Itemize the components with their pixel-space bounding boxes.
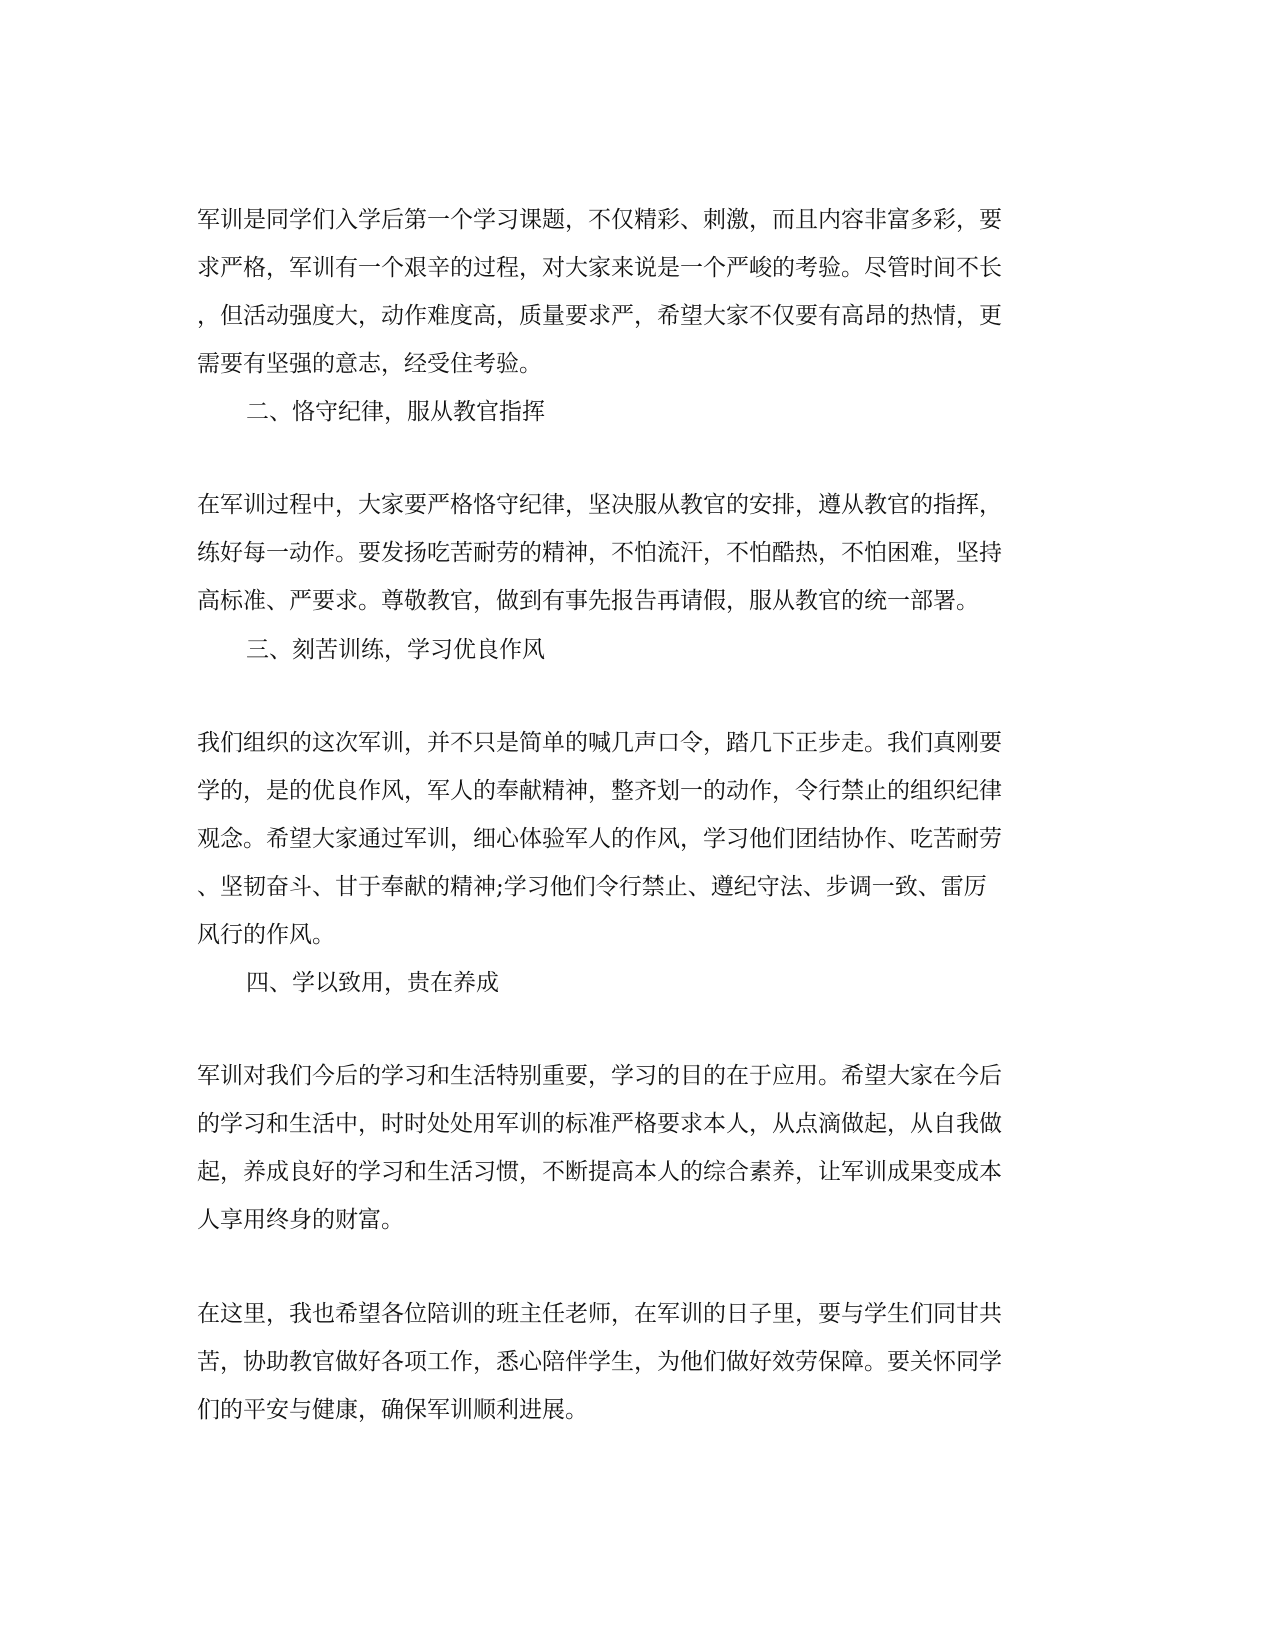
paragraph-3-line-3: 观念。希望大家通过军训，细心体验军人的作风，学习他们团结协作、吃苦耐劳: [197, 826, 1002, 852]
paragraph-1-line-3: ，但活动强度大，动作难度高，质量要求严，希望大家不仅要有高昂的热情，更: [197, 303, 1002, 329]
paragraph-5-line-1: 在这里，我也希望各位陪训的班主任老师，在军训的日子里，要与学生们同甘共: [197, 1301, 1002, 1327]
paragraph-1-line-4: 需要有坚强的意志，经受住考验。: [197, 351, 542, 377]
section-heading-3: 三、刻苦训练，学习优良作风: [246, 637, 545, 663]
paragraph-3-line-1: 我们组织的这次军训，并不只是简单的喊几声口令，踏几下正步走。我们真刚要: [197, 730, 1002, 756]
paragraph-5-line-3: 们的平安与健康，确保军训顺利进展。: [197, 1397, 588, 1423]
paragraph-2-line-3: 高标准、严要求。尊敬教官，做到有事先报告再请假，服从教官的统一部署。: [197, 588, 979, 614]
paragraph-3-line-5: 风行的作风。: [197, 922, 335, 948]
paragraph-2-line-1: 在军训过程中，大家要严格恪守纪律，坚决服从教官的安排，遵从教官的指挥，: [197, 492, 1002, 518]
paragraph-2-line-2: 练好每一动作。要发扬吃苦耐劳的精神，不怕流汗，不怕酷热，不怕困难，坚持: [197, 540, 1002, 566]
section-heading-2: 二、恪守纪律，服从教官指挥: [246, 399, 545, 425]
paragraph-5-line-2: 苦，协助教官做好各项工作，悉心陪伴学生，为他们做好效劳保障。要关怀同学: [197, 1349, 1002, 1375]
paragraph-3-line-2: 学的，是的优良作风，军人的奉献精神，整齐划一的动作，令行禁止的组织纪律: [197, 778, 1002, 804]
paragraph-4-line-3: 起，养成良好的学习和生活习惯，不断提高本人的综合素养，让军训成果变成本: [197, 1159, 1002, 1185]
paragraph-4-line-4: 人享用终身的财富。: [197, 1207, 404, 1233]
section-heading-4: 四、学以致用，贵在养成: [246, 970, 499, 996]
paragraph-3-line-4: 、坚韧奋斗、甘于奉献的精神;学习他们令行禁止、遵纪守法、步调一致、雷厉: [197, 874, 987, 900]
paragraph-4-line-1: 军训对我们今后的学习和生活特别重要，学习的目的在于应用。希望大家在今后: [197, 1063, 1002, 1089]
paragraph-1-line-1: 军训是同学们入学后第一个学习课题，不仅精彩、刺激，而且内容非富多彩，要: [197, 207, 1002, 233]
paragraph-4-line-2: 的学习和生活中，时时处处用军训的标准严格要求本人，从点滴做起，从自我做: [197, 1111, 1002, 1137]
paragraph-1-line-2: 求严格，军训有一个艰辛的过程，对大家来说是一个严峻的考验。尽管时间不长: [197, 255, 1002, 281]
